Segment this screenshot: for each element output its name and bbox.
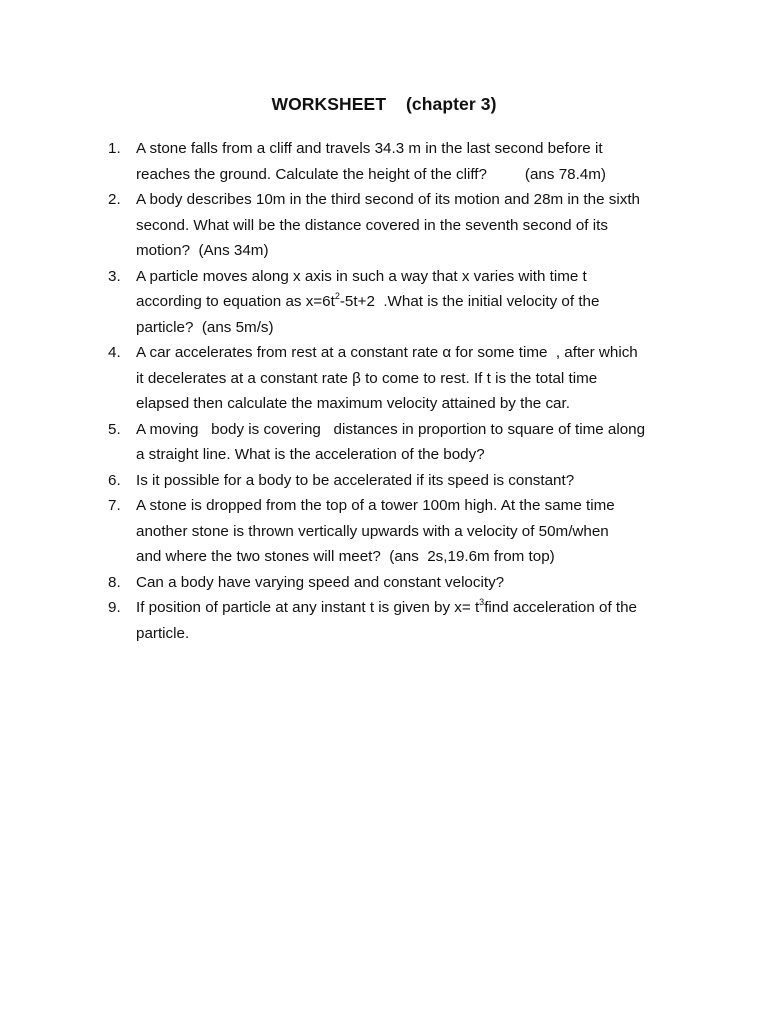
question-text-line <box>0 544 768 570</box>
question-text: a straight line. What is the acceleration of the body? <box>136 446 485 463</box>
question-text: A body describes 10m in the third second of its motion and 28m in the sixth <box>136 191 640 208</box>
question-item <box>0 570 768 596</box>
question-item <box>0 468 768 494</box>
question-text: A stone falls from a cliff and travels 34.3 m in the last second before it <box>136 140 603 157</box>
question-text: elapsed then calculate the maximum velocity attained by the car. <box>136 395 570 412</box>
question-text-line <box>0 213 768 239</box>
question-text-line <box>0 442 768 468</box>
question-item <box>0 136 768 187</box>
question-item <box>0 264 768 341</box>
exponent: 3 <box>479 596 485 607</box>
question-text: -5t+2 .What is the initial velocity of the <box>339 293 600 310</box>
question-number: 5. <box>108 420 121 438</box>
question-text: A stone is dropped from the top of a tower 100m high. At the same time <box>136 497 615 514</box>
exponent: 2 <box>334 290 340 301</box>
question-text: A car accelerates from rest at a constant rate α for some time , after which <box>136 344 638 361</box>
question-item <box>0 595 768 646</box>
question-item <box>0 187 768 264</box>
question-text: particle? (ans 5m/s) <box>136 318 274 336</box>
worksheet-title: WORKSHEET (chapter 3) <box>271 94 497 114</box>
question-text: motion? (Ans 34m) <box>136 242 269 259</box>
question-number: 3. <box>108 267 121 285</box>
question-number: 2. <box>108 191 121 208</box>
question-text: it decelerates at a constant rate β to come to rest. If t is the total time <box>136 369 598 387</box>
question-text-line <box>0 238 768 264</box>
question-text: Is it possible for a body to be accelerated if its speed is constant? <box>136 471 575 489</box>
question-text: particle. <box>136 624 190 642</box>
question-text: second. What will be the distance covered in the seventh second of its <box>136 216 608 234</box>
question-number: 9. <box>108 599 121 616</box>
question-text: If position of particle at any instant t is given by x= t <box>136 599 480 616</box>
question-text-line <box>0 366 768 392</box>
question-number: 8. <box>108 573 121 591</box>
question-text-line <box>0 391 768 417</box>
question-text: reaches the ground. Calculate the height of the cliff? (ans 78.4m) <box>136 165 606 183</box>
question-number: 1. <box>108 140 121 157</box>
question-text-line <box>0 621 768 647</box>
question-item <box>0 493 768 570</box>
question-text-line <box>0 519 768 545</box>
question-text-line <box>0 315 768 341</box>
question-text: and where the two stones will meet? (ans 2s,19.6m from top) <box>136 548 555 565</box>
question-text: A moving body is covering distances in proportion to square of time along <box>136 420 646 438</box>
question-text: Can a body have varying speed and constant velocity? <box>136 573 505 591</box>
question-text: A particle moves along x axis in such a way that x varies with time t <box>136 267 587 285</box>
question-text: another stone is thrown vertically upwards with a velocity of 50m/when <box>136 522 609 540</box>
question-number: 7. <box>108 497 121 514</box>
question-text-line <box>0 162 768 188</box>
question-text-line <box>0 289 768 315</box>
question-number: 6. <box>108 471 121 489</box>
question-text: according to equation as x=6t <box>136 293 335 310</box>
question-text: find acceleration of the <box>484 599 638 616</box>
question-list <box>0 136 768 646</box>
question-number: 4. <box>108 344 121 361</box>
question-item <box>0 417 768 468</box>
question-item <box>0 340 768 417</box>
